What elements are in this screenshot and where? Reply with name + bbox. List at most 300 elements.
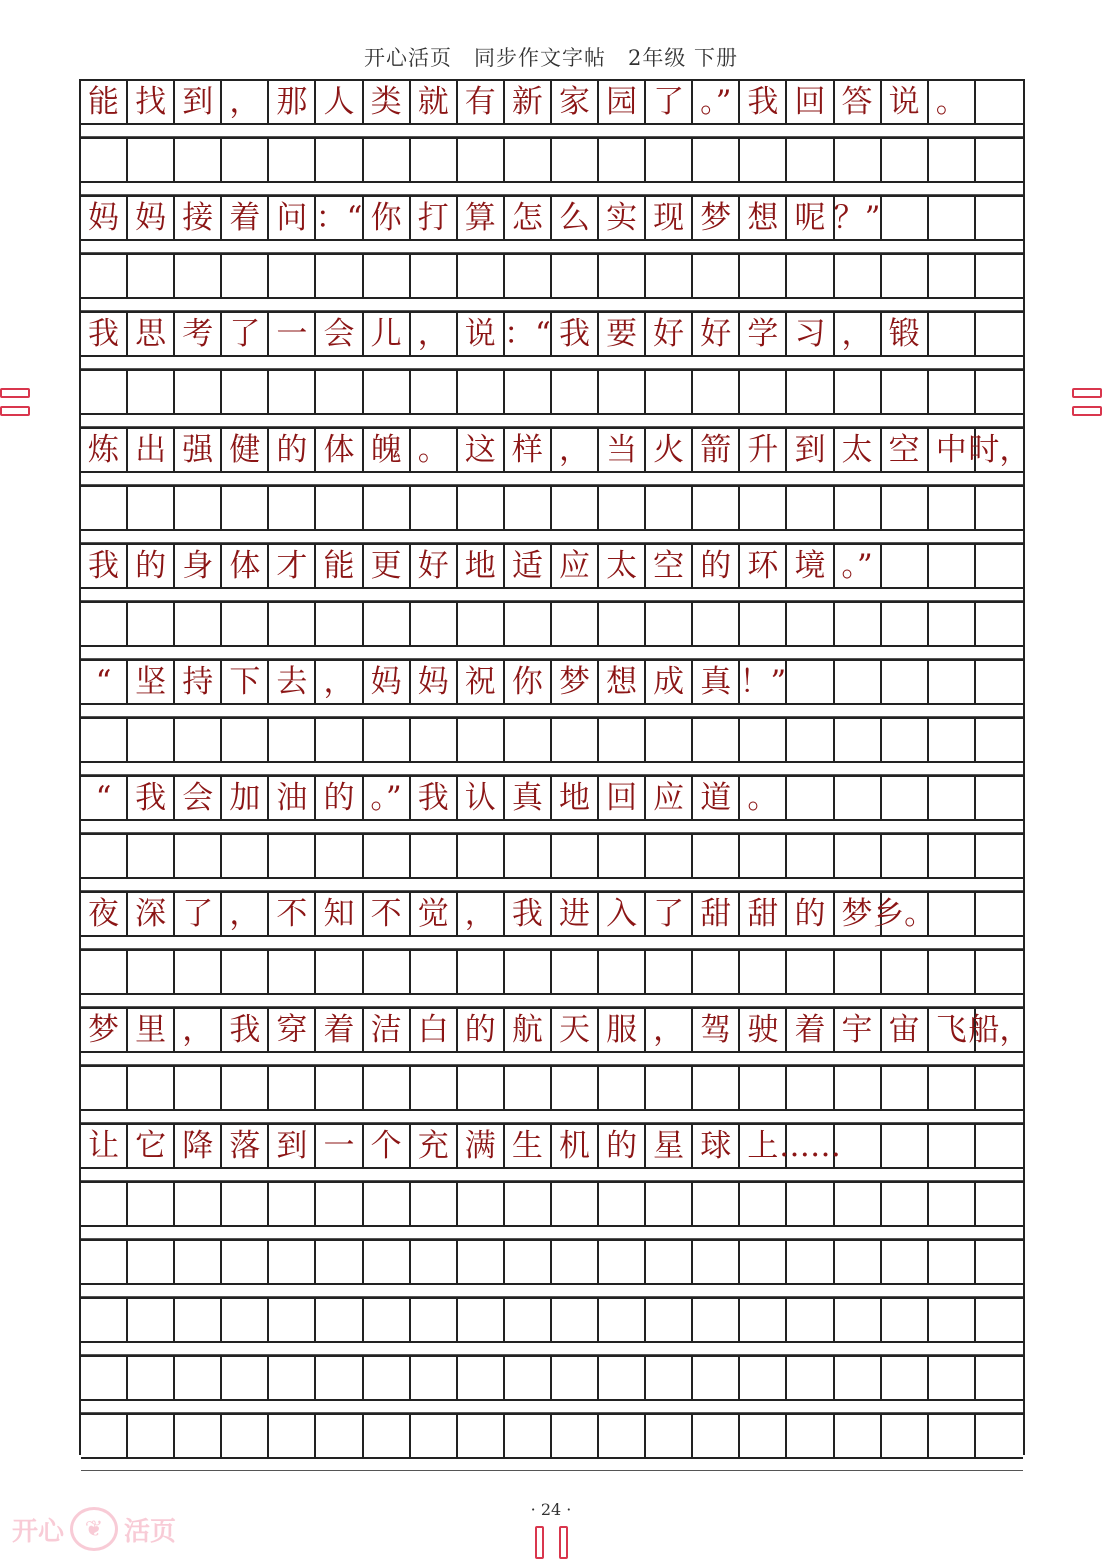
grid-cell: 出 [128, 429, 175, 471]
grid-cell [81, 1183, 128, 1225]
grid-cell [693, 1067, 740, 1109]
grid-cell [787, 661, 834, 703]
grid-cell [740, 487, 787, 529]
grid-cell [882, 255, 929, 297]
grid-cell: 时， [968, 431, 1031, 468]
row-gap [81, 1285, 1023, 1297]
grid-cell: 妈 [411, 661, 458, 703]
grid-cell [929, 139, 976, 181]
grid-cell [552, 139, 599, 181]
text-row [81, 891, 1023, 937]
blank-row [81, 949, 1023, 995]
grid-cell [411, 139, 458, 181]
grid-cell: 降 [175, 1125, 222, 1167]
grid-cell: 学 [740, 313, 787, 355]
grid-cell: 梦 [693, 197, 740, 239]
grid-cell: 深 [128, 893, 175, 935]
bottom-binding-mark [535, 1526, 569, 1559]
grid-cell: 穿 [269, 1009, 316, 1051]
grid-cell: 要 [599, 313, 646, 355]
grid-cell: 真 [693, 661, 740, 703]
grid-cell [882, 487, 929, 529]
grid-cell [787, 255, 834, 297]
grid-cell [646, 1241, 693, 1283]
grid-cell: ？” [835, 197, 882, 239]
grid-cell [646, 835, 693, 877]
grid-cell: 梦 [81, 1009, 128, 1051]
row-gap [81, 125, 1023, 137]
grid-cell: 驶 [740, 1009, 787, 1051]
grid-cell [882, 197, 929, 239]
grid-cell [787, 1357, 834, 1399]
grid-cell: 我 [411, 777, 458, 819]
grid-cell [976, 719, 1023, 761]
blank-row [81, 137, 1023, 183]
grid-cell [175, 1415, 222, 1457]
grid-cell [269, 487, 316, 529]
grid-cell [976, 545, 1023, 587]
grid-cell: 妈 [364, 661, 411, 703]
brand-logo [12, 1504, 222, 1554]
row-gap [81, 589, 1023, 601]
grid-cell [128, 1415, 175, 1457]
grid-cell: 地 [552, 777, 599, 819]
grid-cell [128, 719, 175, 761]
grid-cell: 现 [646, 197, 693, 239]
grid-cell [787, 835, 834, 877]
grid-cell [882, 719, 929, 761]
grid-cell: ， [316, 661, 363, 703]
grid-cell [81, 1357, 128, 1399]
grid-cell: 有 [458, 81, 505, 123]
grid-cell [128, 835, 175, 877]
grid-cell [835, 1299, 882, 1341]
grid-cell [835, 1183, 882, 1225]
grid-cell: 才 [269, 545, 316, 587]
grid-cell [882, 1183, 929, 1225]
row-gap [81, 995, 1023, 1007]
grid-cell [552, 1299, 599, 1341]
grid-cell [599, 139, 646, 181]
row-gap [81, 357, 1023, 369]
logo-mark-icon: ❦ [70, 1507, 118, 1551]
blank-row [81, 485, 1023, 531]
grid-cell [787, 1241, 834, 1283]
grid-cell [81, 139, 128, 181]
grid-cell [740, 1241, 787, 1283]
grid-cell [740, 835, 787, 877]
grid-cell: 好 [693, 313, 740, 355]
grid-cell [693, 1183, 740, 1225]
grid-cell [458, 1067, 505, 1109]
row-gap [81, 241, 1023, 253]
grid-cell: 航 [505, 1009, 552, 1051]
grid-cell [693, 835, 740, 877]
grid-cell [929, 777, 976, 819]
grid-cell: 体 [316, 429, 363, 471]
grid-cell: 好 [411, 545, 458, 587]
grid-cell [364, 487, 411, 529]
grid-cell: 习 [787, 313, 834, 355]
grid-cell [128, 1357, 175, 1399]
grid-cell [411, 1357, 458, 1399]
text-row [81, 543, 1023, 589]
grid-cell: 充 [411, 1125, 458, 1167]
grid-cell [787, 603, 834, 645]
grid-cell [552, 1183, 599, 1225]
grid-cell [929, 951, 976, 993]
grid-cell: 机 [552, 1125, 599, 1167]
grid-cell [646, 1183, 693, 1225]
grid-cell [316, 371, 363, 413]
grid-cell [929, 1067, 976, 1109]
grid-cell [599, 1067, 646, 1109]
grid-cell [505, 1299, 552, 1341]
grid-cell: 中 [929, 429, 976, 471]
grid-cell: 持 [175, 661, 222, 703]
grid-cell: 空 [646, 545, 693, 587]
grid-cell [222, 951, 269, 993]
grid-cell [976, 1415, 1023, 1457]
blank-row [81, 369, 1023, 415]
grid-cell [693, 719, 740, 761]
grid-cell [222, 835, 269, 877]
grid-cell: 着 [316, 1009, 363, 1051]
grid-cell: “ [81, 777, 128, 819]
grid-cell [929, 545, 976, 587]
grid-cell [81, 487, 128, 529]
blank-row [81, 601, 1023, 647]
grid-cell [411, 371, 458, 413]
grid-cell [552, 487, 599, 529]
grid-cell: 考 [175, 313, 222, 355]
grid-cell [269, 1241, 316, 1283]
grid-cell [364, 139, 411, 181]
grid-cell [882, 1125, 929, 1167]
grid-cell [882, 139, 929, 181]
grid-cell [364, 1415, 411, 1457]
grid-cell [411, 603, 458, 645]
text-row [81, 775, 1023, 821]
grid-cell [411, 1067, 458, 1109]
grid-cell: 坚 [128, 661, 175, 703]
grid-cell [976, 893, 1023, 935]
grid-cell [929, 719, 976, 761]
grid-cell [128, 139, 175, 181]
grid-cell [128, 1299, 175, 1341]
grid-cell [552, 1357, 599, 1399]
grid-cell [411, 951, 458, 993]
grid-cell: 么 [552, 197, 599, 239]
grid-cell: 想 [740, 197, 787, 239]
blank-row [81, 253, 1023, 299]
grid-cell [81, 1299, 128, 1341]
grid-cell [693, 487, 740, 529]
grid-cell [128, 951, 175, 993]
row-gap [81, 937, 1023, 949]
grid-cell [364, 1183, 411, 1225]
grid-cell [882, 951, 929, 993]
grid-cell [740, 371, 787, 413]
grid-cell: 妈 [81, 197, 128, 239]
grid-cell [787, 951, 834, 993]
grid-cell [976, 255, 1023, 297]
grid-cell [882, 1067, 929, 1109]
grid-cell [81, 371, 128, 413]
grid-cell [364, 1299, 411, 1341]
row-gap [81, 1401, 1023, 1413]
grid-cell [411, 1299, 458, 1341]
grid-cell: ， [222, 81, 269, 123]
grid-cell: 升 [740, 429, 787, 471]
grid-cell [269, 1183, 316, 1225]
grid-cell [835, 603, 882, 645]
text-row [81, 659, 1023, 705]
grid-cell: 去 [269, 661, 316, 703]
grid-cell [882, 661, 929, 703]
grid-cell [929, 1299, 976, 1341]
grid-cell: 想 [599, 661, 646, 703]
grid-cell [458, 835, 505, 877]
grid-cell [599, 371, 646, 413]
grid-cell: 球 [693, 1125, 740, 1167]
grid-cell: ， [222, 893, 269, 935]
grid-cell: 类 [364, 81, 411, 123]
grid-cell: 的 [128, 545, 175, 587]
grid-cell [552, 1067, 599, 1109]
grid-cell: 星 [646, 1125, 693, 1167]
grid-cell [552, 835, 599, 877]
grid-cell [411, 255, 458, 297]
grid-cell [175, 1299, 222, 1341]
grid-cell [128, 603, 175, 645]
grid-cell: 的 [787, 893, 834, 935]
grid-cell [316, 603, 363, 645]
grid-cell: 这 [458, 429, 505, 471]
grid-cell [222, 1183, 269, 1225]
grid-cell [835, 1067, 882, 1109]
grid-cell: 回 [787, 81, 834, 123]
grid-cell: 的 [316, 777, 363, 819]
grid-cell [552, 1241, 599, 1283]
grid-cell: 宇 [835, 1009, 882, 1051]
grid-cell [458, 719, 505, 761]
grid-cell: 园 [599, 81, 646, 123]
grid-cell [976, 777, 1023, 819]
grid-cell [81, 719, 128, 761]
row-gap [81, 1169, 1023, 1181]
grid-cell [552, 1415, 599, 1457]
grid-cell [929, 1125, 976, 1167]
grid-cell [505, 603, 552, 645]
grid-cell [269, 951, 316, 993]
grid-cell [929, 1241, 976, 1283]
grid-cell: 入 [599, 893, 646, 935]
grid-cell [835, 139, 882, 181]
grid-cell: 呢 [787, 197, 834, 239]
grid-cell [552, 951, 599, 993]
grid-cell [976, 603, 1023, 645]
grid-cell: 那 [269, 81, 316, 123]
grid-cell: 锻 [882, 313, 929, 355]
grid-cell [505, 719, 552, 761]
grid-cell [222, 139, 269, 181]
grid-cell [269, 371, 316, 413]
grid-cell [929, 1357, 976, 1399]
grid-cell: 进 [552, 893, 599, 935]
grid-cell [81, 1241, 128, 1283]
grid-cell [976, 313, 1023, 355]
grid-cell: 实 [599, 197, 646, 239]
row-gap [81, 1111, 1023, 1123]
grid-cell: 人 [316, 81, 363, 123]
blank-row [81, 1239, 1023, 1285]
grid-cell [411, 1241, 458, 1283]
row-gap [81, 183, 1023, 195]
grid-cell [599, 1241, 646, 1283]
row-gap [81, 1053, 1023, 1065]
grid-cell: 火 [646, 429, 693, 471]
row-gap [81, 879, 1023, 891]
blank-row [81, 1413, 1023, 1459]
grid-cell [316, 951, 363, 993]
grid-cell [787, 139, 834, 181]
grid-cell: 服 [599, 1009, 646, 1051]
grid-cell: 更 [364, 545, 411, 587]
grid-cell: …… [787, 1125, 834, 1167]
text-row [81, 79, 1023, 125]
grid-cell [222, 255, 269, 297]
grid-cell: 说 [458, 313, 505, 355]
grid-cell: ， [458, 893, 505, 935]
grid-cell: 觉 [411, 893, 458, 935]
grid-cell [976, 1125, 1023, 1167]
grid-cell: 着 [222, 197, 269, 239]
grid-cell [222, 1357, 269, 1399]
grid-cell [81, 1067, 128, 1109]
grid-cell: 真 [505, 777, 552, 819]
grid-cell: 梦 [835, 893, 882, 935]
grid-cell [646, 1067, 693, 1109]
grid-cell [316, 139, 363, 181]
grid-cell [411, 487, 458, 529]
grid-cell [929, 1183, 976, 1225]
grid-cell: ：“ [316, 197, 363, 239]
grid-cell: 境 [787, 545, 834, 587]
grid-cell [599, 1415, 646, 1457]
grid-cell: 。” [835, 545, 882, 587]
text-row [81, 1123, 1023, 1169]
row-gap [81, 1459, 1023, 1471]
grid-cell [646, 1299, 693, 1341]
grid-cell [175, 719, 222, 761]
grid-cell [411, 835, 458, 877]
grid-cell [740, 951, 787, 993]
grid-cell [787, 719, 834, 761]
grid-cell: 找 [128, 81, 175, 123]
grid-cell [128, 1067, 175, 1109]
grid-cell [787, 1067, 834, 1109]
grid-cell: 妈 [128, 197, 175, 239]
grid-cell [835, 1357, 882, 1399]
grid-cell [693, 603, 740, 645]
grid-cell: 我 [81, 313, 128, 355]
grid-cell [646, 719, 693, 761]
grid-cell: 下 [222, 661, 269, 703]
grid-cell: 健 [222, 429, 269, 471]
grid-cell: 落 [222, 1125, 269, 1167]
grid-cell [222, 719, 269, 761]
grid-cell [81, 835, 128, 877]
grid-cell [740, 1415, 787, 1457]
grid-cell [646, 255, 693, 297]
grid-cell [364, 371, 411, 413]
grid-cell [458, 1183, 505, 1225]
grid-cell [316, 255, 363, 297]
grid-cell: 会 [175, 777, 222, 819]
grid-cell [929, 313, 976, 355]
grid-cell [552, 719, 599, 761]
row-gap [81, 705, 1023, 717]
grid-cell [740, 1067, 787, 1109]
grid-cell: 。 [740, 777, 787, 819]
grid-cell: 了 [646, 81, 693, 123]
grid-cell: 家 [552, 81, 599, 123]
grid-cell [316, 487, 363, 529]
grid-cell [976, 81, 1023, 123]
grid-cell [222, 1415, 269, 1457]
blank-row [81, 1297, 1023, 1343]
left-binding-mark [0, 388, 30, 420]
grid-cell [599, 1299, 646, 1341]
grid-cell [505, 1415, 552, 1457]
grid-cell [882, 835, 929, 877]
grid-cell [316, 1183, 363, 1225]
writing-grid [79, 79, 1031, 1455]
grid-cell: 箭 [693, 429, 740, 471]
grid-cell [740, 1357, 787, 1399]
row-gap [81, 1343, 1023, 1355]
grid-cell [646, 1357, 693, 1399]
grid-cell: 就 [411, 81, 458, 123]
grid-cell: 一 [316, 1125, 363, 1167]
grid-cell: 认 [458, 777, 505, 819]
grid-cell: 油 [269, 777, 316, 819]
grid-cell [929, 197, 976, 239]
grid-cell: 的 [458, 1009, 505, 1051]
grid-cell [316, 1357, 363, 1399]
grid-cell: 接 [175, 197, 222, 239]
row-gap [81, 473, 1023, 485]
grid-cell [976, 835, 1023, 877]
grid-cell [411, 1415, 458, 1457]
grid-cell [364, 719, 411, 761]
grid-cell: 你 [364, 197, 411, 239]
grid-cell [175, 139, 222, 181]
grid-cell [269, 1299, 316, 1341]
grid-cell [976, 951, 1023, 993]
grid-cell [835, 371, 882, 413]
grid-cell [882, 1241, 929, 1283]
grid-cell: 道 [693, 777, 740, 819]
grid-cell: 我 [128, 777, 175, 819]
grid-cell [505, 371, 552, 413]
grid-cell: 。” [693, 81, 740, 123]
grid-cell: 会 [316, 313, 363, 355]
grid-cell: 我 [552, 313, 599, 355]
grid-cell [458, 1357, 505, 1399]
grid-cell [269, 139, 316, 181]
